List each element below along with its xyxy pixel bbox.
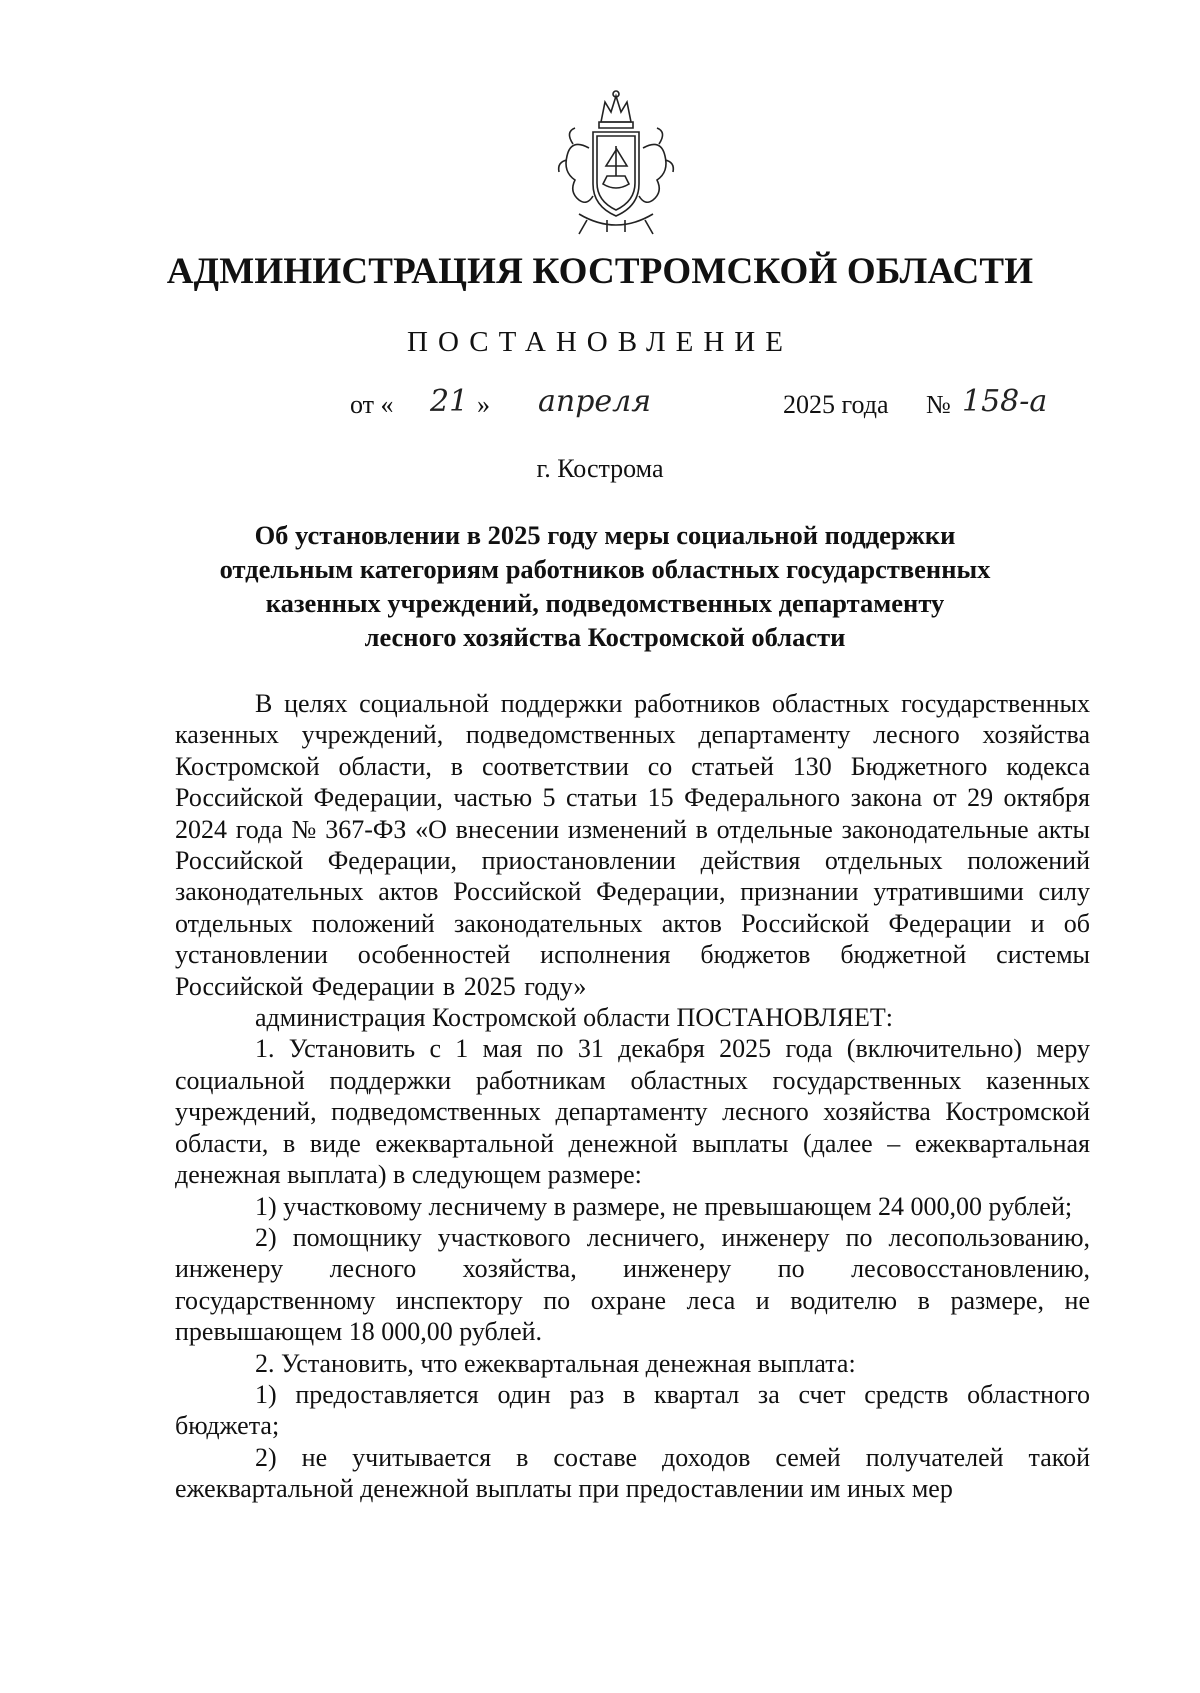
paragraph-2: 2. Установить, что ежеквартальная денежная выплата: — [255, 1348, 856, 1378]
date-prefix: от « — [350, 390, 394, 419]
document-body — [175, 688, 1090, 1505]
date-year: 2025 года — [783, 390, 889, 419]
date-month: апреля — [538, 384, 652, 419]
document-title — [170, 518, 1040, 654]
title-line: казенных учреждений, подведомственных департаменту — [265, 588, 945, 618]
paragraph-2-item-1: 1) предоставляется один раз в квартал за счет средств областного бюджета; — [175, 1379, 1090, 1441]
coat-of-arms-icon — [549, 88, 683, 238]
organization-title: АДМИНИСТРАЦИЯ КОСТРОМСКОЙ ОБЛАСТИ — [166, 251, 1034, 292]
paragraph-1: 1. Установить с 1 мая по 31 декабря 2025 года (включительно) меру социальной поддержки работникам областных государственных казенных учреждений, подведомственных департаменту лесного хозяйства Костромской области, в виде ежеквартальной денежной выплаты (далее – ежеквартальная денежная выплата) в следующем размере: — [175, 1034, 1090, 1190]
decree-clause: администрация Костромской области ПОСТАНОВЛЯЕТ: — [255, 1003, 894, 1033]
paragraph-2-item-2: 2) не учитывается в составе доходов семей получателей такой ежеквартальной денежной выплаты при предоставлении им иных мер — [175, 1442, 1090, 1504]
document-number: 158-а — [962, 384, 1048, 419]
preamble-paragraph: В целях социальной поддержки работников областных государственных казенных учреждений, подведомственных департаменту лесного хозяйства Костромской области, в соответствии со статьей 130 Бюджетного кодекса Российской Федерации, частью 5 статьи 15 Федерального закона от 29 октября 2024 года № 367-ФЗ «О внесении изменений в отдельные законодательные акты Российской Федерации, приостановлении действия отдельных положений законодательных актов Российской Федерации, признании утратившими силу отдельных положений законодательных актов Российской Федерации и об установлении особенностей исполнения бюджетов бюджетной системы Российской Федерации в 2025 году» — [175, 689, 1090, 1001]
document-type: ПОСТАНОВЛЕНИЕ — [407, 326, 793, 358]
paragraph-1-item-1: 1) участковому лесничему в размере, не превышающем 24 000,00 рублей; — [255, 1191, 1073, 1221]
number-sign: № — [926, 390, 951, 419]
title-line: отдельным категориям работников областных государственных — [219, 554, 991, 584]
paragraph-1-item-2: 2) помощнику участкового лесничего, инженеру по лесопользованию, инженеру лесного хозяйства, инженеру по лесовосстановлению, государственному инспектору по охране леса и водителю в размере, не превышающем 18 000,00 рублей. — [175, 1222, 1090, 1347]
city: г. Кострома — [536, 454, 664, 483]
date-day-close: » — [477, 390, 490, 419]
date-line — [0, 384, 1200, 434]
date-day: 21 — [430, 384, 469, 419]
title-line: лесного хозяйства Костромской области — [364, 622, 846, 652]
title-line: Об установлении в 2025 году меры социальной поддержки — [254, 520, 956, 550]
